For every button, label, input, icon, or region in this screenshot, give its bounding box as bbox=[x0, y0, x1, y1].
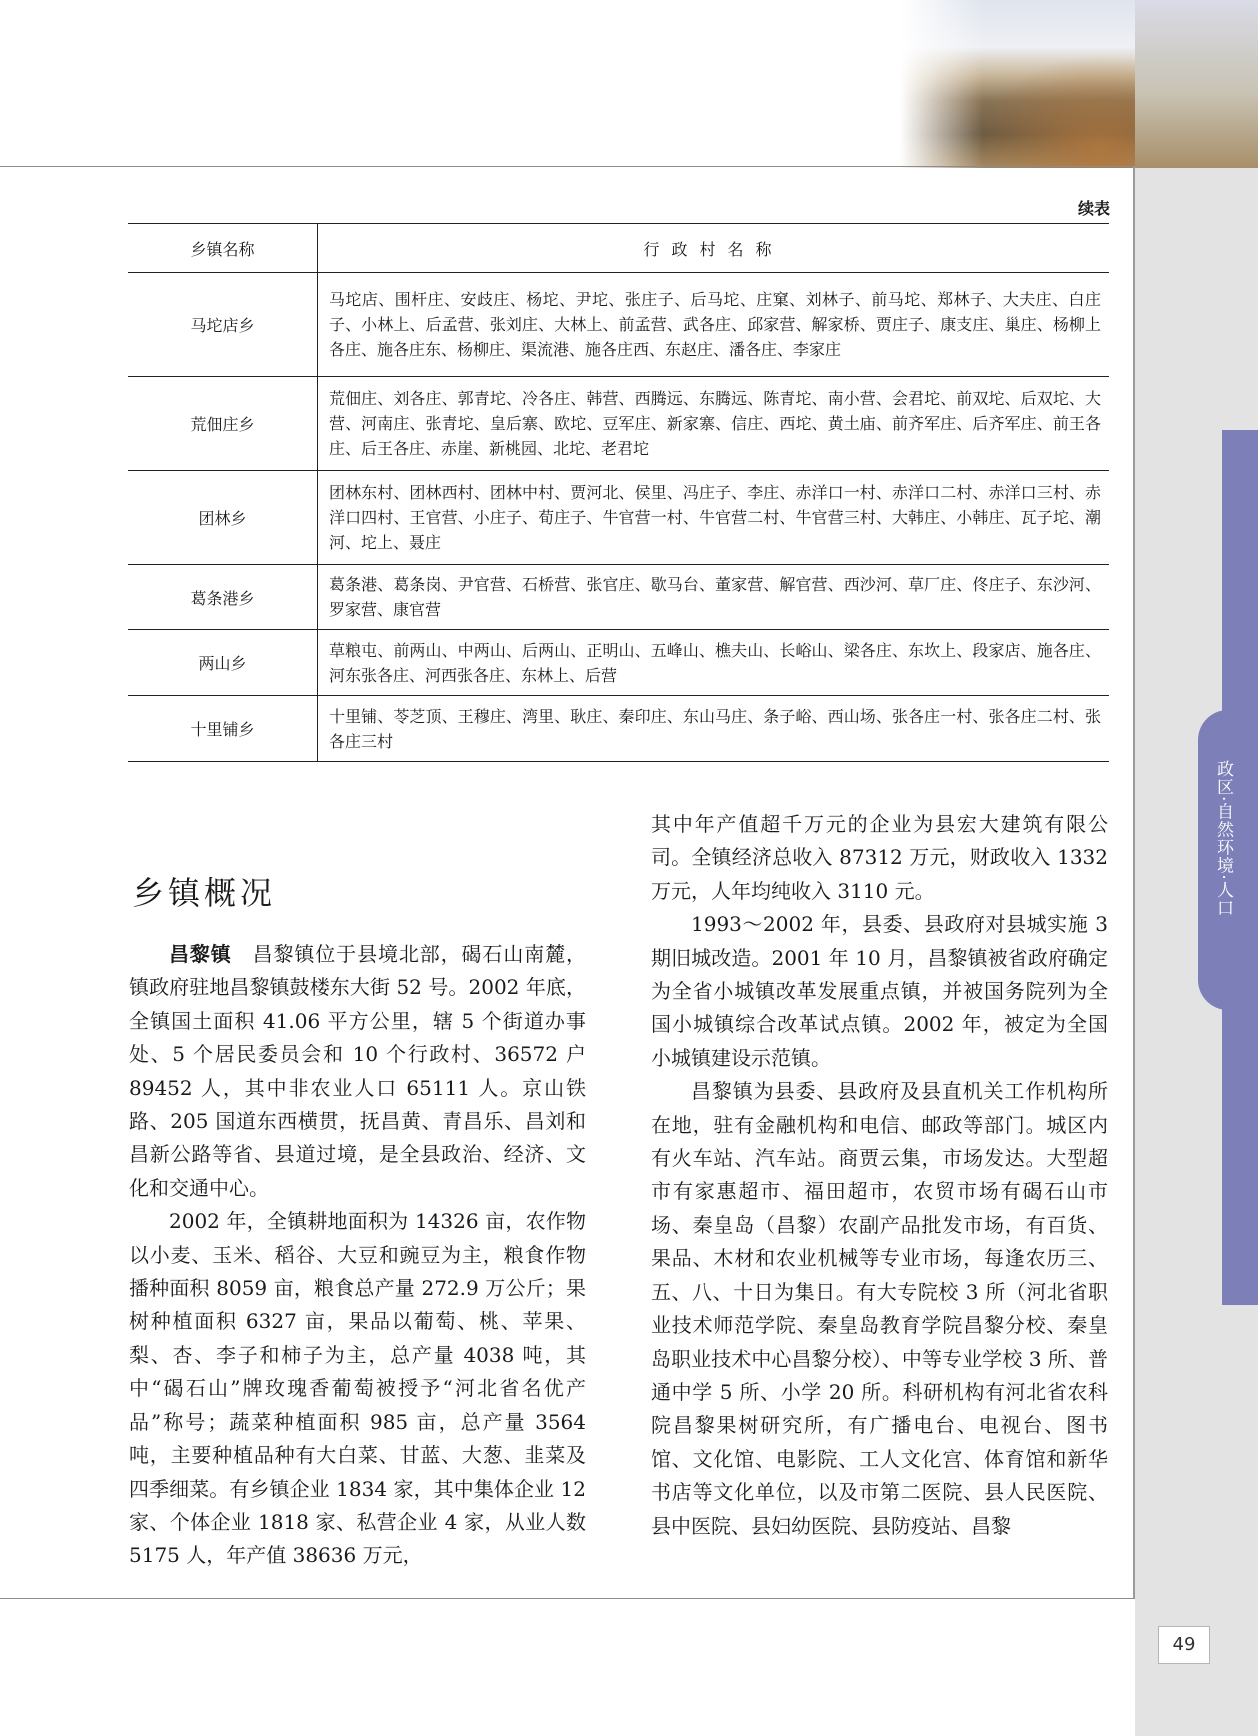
town-name: 葛条港乡 bbox=[128, 565, 318, 630]
table-header-row bbox=[128, 224, 1109, 273]
town-name: 荒佃庄乡 bbox=[128, 377, 318, 471]
page-number: 49 bbox=[1158, 1626, 1210, 1664]
body-paragraph: 昌黎镇为县委、县政府及县直机关工作机构所在地，驻有金融机构和电信、邮政等部门。城区内有火车站、汽车站。商贾云集，市场发达。大型超市有家惠超市、福田超市，农贸市场有碣石山市场、秦皇岛（昌黎）农副产品批发市场，有百货、果品、木材和农业机械等专业市场，每逢农历三、五、八、十日为集日。有大专院校 3 所（河北省职业技术师范学院、秦皇岛教育学院昌黎分校、秦皇岛职业技术中心昌黎分校）、中等专业学校 3 所、普通中学 5 所、小学 20 所。科研机构有河北省农科院昌黎果树研究所，有广播电台、电视台、图书馆、文化馆、电影院、工人文化宫、体育馆和新华书店等文化单位，以及市第二医院、县人民医院、县中医院、县妇幼医院、县防疫站、昌黎 bbox=[651, 1079, 1108, 1538]
section-title: 乡镇概况 bbox=[132, 874, 277, 912]
table-row bbox=[128, 377, 1109, 471]
header-photo-extension bbox=[1135, 0, 1258, 168]
body-column-right bbox=[651, 808, 1108, 1543]
table-continued-label: 续表 bbox=[1077, 199, 1110, 218]
village-list: 团林东村、团林西村、团林中村、贾河北、侯里、冯庄子、李庄、赤洋口一村、赤洋口二村、赤洋口三村、赤洋口四村、王官营、小庄子、荀庄子、牛官营一村、牛官营二村、牛官营三村、大韩庄、小韩庄、瓦子坨、潮河、坨上、聂庄 bbox=[318, 471, 1110, 565]
footer-band bbox=[1135, 1598, 1258, 1736]
town-name: 团林乡 bbox=[128, 471, 318, 565]
village-list: 十里铺、苓芝顶、王穆庄、湾里、耿庄、秦印庄、东山马庄、条子峪、西山场、张各庄一村、张各庄二村、张各庄三村 bbox=[318, 696, 1110, 762]
village-list: 荒佃庄、刘各庄、郭青坨、冷各庄、韩营、西腾远、东腾远、陈青坨、南小营、会君坨、前双坨、后双坨、大营、河南庄、张青坨、皇后寨、欧坨、豆军庄、新家寨、信庄、西坨、黄土庙、前齐军庄、后齐军庄、前王各庄、后王各庄、赤崖、新桃园、北坨、老君坨 bbox=[318, 377, 1110, 471]
town-name: 马坨店乡 bbox=[128, 273, 318, 377]
table-row bbox=[128, 471, 1109, 565]
village-table bbox=[128, 223, 1109, 762]
town-name: 两山乡 bbox=[128, 630, 318, 696]
town-name: 十里铺乡 bbox=[128, 696, 318, 762]
footer-divider bbox=[0, 1598, 1136, 1599]
village-list: 葛条港、葛条岗、尹官营、石桥营、张官庄、歇马台、董家营、解官营、西沙河、草厂庄、佟庄子、东沙河、罗家营、康官营 bbox=[318, 565, 1110, 630]
table-row bbox=[128, 630, 1109, 696]
body-paragraph: 2002 年，全镇耕地面积为 14326 亩，农作物以小麦、玉米、稻谷、大豆和豌豆为主，粮食作物播种面积 8059 亩，粮食总产量 272.9 万公斤；果树种植面积 6327 亩，果品以葡萄、桃、苹果、梨、杏、李子和柿子为主，总产量 4038 吨，其中“碣石山”牌玫瑰香葡萄被授予“河北省名优产品”称号；蔬菜种植面积 985 亩，总产量 3564 吨，主要种植品种有大白菜、甘蓝、大葱、韭菜及四季细菜。有乡镇企业 1834 家，其中集体企业 12 家、个体企业 1818 家、私营企业 4 家，从业人数 5175 人，年产值 38636 万元， bbox=[129, 1209, 586, 1568]
header-landscape-photo bbox=[900, 0, 1136, 168]
paragraph-text: 昌黎镇位于县境北部，碣石山南麓，镇政府驻地昌黎镇鼓楼东大街 52 号。2002 年底，全镇国土面积 41.06 平方公里，辖 5 个街道办事处、5 个居民委员会和 10 个行政村、36572 户 89452 人，其中非农业人口 65111 人。京山铁路、205 国道东西横贯，抚昌黄、青昌乐、昌刘和昌新公路等省、县道过境，是全县政治、经济、文化和交通中心。 bbox=[129, 942, 587, 1200]
chapter-side-tab-label: 政区·自然环境·人口 bbox=[1213, 760, 1233, 917]
table-row bbox=[128, 565, 1109, 630]
village-list: 马坨店、围杆庄、安歧庄、杨坨、尹坨、张庄子、后马坨、庄窠、刘林子、前马坨、郑林子、大夫庄、白庄子、小林上、后孟营、张刘庄、大林上、前孟营、武各庄、邱家营、解家桥、贾庄子、康支庄、巢庄、杨柳上各庄、施各庄东、杨柳庄、渠流港、施各庄西、东赵庄、潘各庄、李家庄 bbox=[318, 273, 1110, 377]
body-paragraph-continued: 其中年产值超千万元的企业为县宏大建筑有限公司。全镇经济总收入 87312 万元，财政收入 1332 万元，人年均纯收入 3110 元。 bbox=[651, 812, 1108, 903]
page-edge-line bbox=[1133, 166, 1135, 1598]
table-row bbox=[128, 696, 1109, 762]
table-row bbox=[128, 273, 1109, 377]
body-column-left bbox=[129, 938, 586, 1573]
village-list: 草粮屯、前两山、中两山、后两山、正明山、五峰山、樵夫山、长峪山、梁各庄、东坎上、段家店、施各庄、河东张各庄、河西张各庄、东林上、后营 bbox=[318, 630, 1110, 696]
header-villages: 行政村名称 bbox=[318, 224, 1110, 273]
header-town: 乡镇名称 bbox=[128, 224, 318, 273]
body-paragraph: 1993～2002 年，县委、县政府对县城实施 3 期旧城改造。2001 年 10 月，昌黎镇被省政府确定为全省小城镇改革发展重点镇，并被国务院列为全国小城镇综合改革试点镇。2002 年，被定为全国小城镇建设示范镇。 bbox=[651, 912, 1108, 1070]
paragraph-lead: 昌黎镇 bbox=[169, 942, 232, 966]
header-divider bbox=[0, 166, 1136, 167]
body-paragraph bbox=[129, 938, 586, 1205]
